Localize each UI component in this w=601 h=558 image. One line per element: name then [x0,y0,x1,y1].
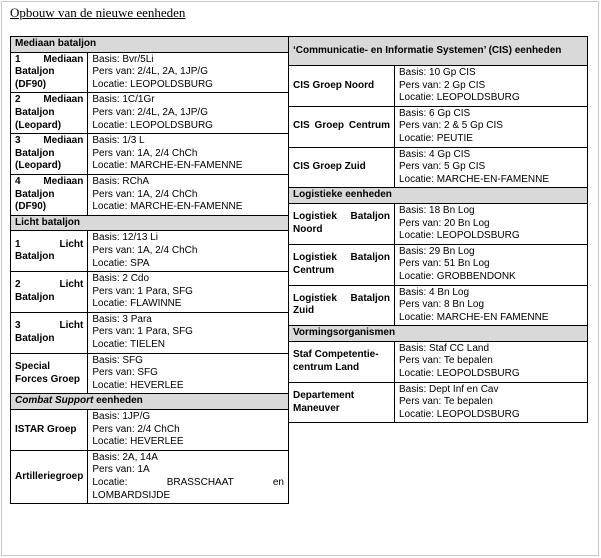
unit-locatie: Locatie: MARCHE-EN-FAMENNE [92,160,243,172]
unit-name: 1 Licht Bataljon [11,231,88,272]
unit-locatie: Locatie: GROBBENDONK [399,270,516,282]
unit-basis: Basis: Dept Inf en Cav [399,383,499,395]
table-row [11,231,289,272]
unit-pers: Pers van: 5 Gp CIS [399,161,486,173]
unit-pers: Pers van: 1 Para, SFG [92,285,193,297]
unit-locatie: Locatie: LEOPOLDSBURG [92,119,213,131]
unit-name: 2 Mediaan Bataljon (Leopard) [11,93,88,134]
unit-basis: Basis: 4 Bn Log [399,286,470,298]
section-header: ‘Communicatie- en Informatie Systemen’ (CIS) eenheden [289,37,588,66]
unit-name: Artilleriegroep [11,450,88,503]
unit-basis: Basis: 12/13 Li [92,232,158,244]
unit-pers: Pers van: 2 Gp CIS [399,79,486,91]
unit-details [88,353,289,394]
unit-basis: Basis: 2A, 14A [92,451,158,463]
unit-locatie: Locatie: LEOPOLDSBURG [92,78,213,90]
unit-pers: Pers van: 1A [92,464,150,476]
unit-pers: Pers van: Te bepalen [399,396,493,408]
unit-pers: Pers van: 51 Bn Log [399,258,490,270]
table-row [11,353,289,394]
table-row [11,410,289,451]
unit-name: 3 Licht Bataljon [11,312,88,353]
right-units-table [288,36,588,423]
unit-basis: Basis: 3 Para [92,313,152,325]
unit-name: CIS Groep Noord [289,66,395,107]
left-units-table [10,36,289,504]
unit-locatie: Locatie: TIELEN [92,339,165,351]
unit-locatie: Locatie: PEUTIE [399,132,473,144]
section-header: Licht bataljon [11,215,289,231]
unit-basis: Basis: Staf CC Land [399,342,490,354]
unit-details [88,312,289,353]
unit-locatie: Locatie: LEOPOLDSBURG [399,408,520,420]
section-header: Mediaan bataljon [11,37,289,53]
unit-details [395,147,588,188]
unit-locatie: Locatie: MARCHE-EN FAMENNE [399,311,549,323]
unit-details [88,231,289,272]
unit-basis: Basis: 2 Cdo [92,273,150,285]
unit-basis: Basis: 1/3 L [92,135,145,147]
table-row [289,341,588,382]
unit-details [88,272,289,313]
unit-basis: Basis: 29 Bn Log [399,245,475,257]
table-row [289,244,588,285]
table-row [289,66,588,107]
table-row [11,134,289,175]
unit-locatie: Locatie: HEVERLEE [92,436,184,448]
unit-locatie: Locatie: MARCHE-EN-FAMENNE [399,173,550,185]
unit-pers: Pers van: Te bepalen [399,355,493,367]
unit-basis: Basis: 1JP/G [92,411,151,423]
unit-name: CIS Groep Centrum [289,106,395,147]
unit-pers: Pers van: SFG [92,367,158,379]
unit-name: 2 Licht Bataljon [11,272,88,313]
unit-details [395,382,588,423]
unit-locatie: Locatie: FLAWINNE [92,298,182,310]
unit-details [88,52,289,93]
unit-locatie: Locatie: SPA [92,257,150,269]
unit-locatie: Locatie: HEVERLEE [92,379,184,391]
table-row [11,312,289,353]
unit-locatie: Locatie: MARCHE-EN-FAMENNE [92,201,243,213]
unit-pers: Pers van: 2 & 5 Gp CIS [399,120,503,132]
table-row [11,93,289,134]
unit-details [395,66,588,107]
document-title: Opbouw van de nieuwe eenheden [10,5,186,20]
unit-pers: Pers van: 2/4L, 2A, 1JP/G [92,106,208,118]
unit-pers: Pers van: 1A, 2/4 ChCh [92,244,198,256]
unit-details [395,244,588,285]
unit-pers: Pers van: 2/4L, 2A, 1JP/G [92,66,208,78]
unit-locatie: Locatie: BRASSCHAAT en LOMBARDSIJDE [92,477,284,501]
unit-basis: Basis: 6 Gp CIS [399,107,471,119]
table-row [11,52,289,93]
section-header-rest: eenheden [93,395,143,407]
unit-name: ISTAR Groep [11,410,88,451]
unit-basis: Basis: 1C/1Gr [92,94,155,106]
unit-pers: Pers van: 1A, 2/4 ChCh [92,188,198,200]
unit-pers: Pers van: 1A, 2/4 ChCh [92,147,198,159]
unit-basis: Basis: Bvr/5Li [92,53,154,65]
unit-details [88,410,289,451]
unit-basis: Basis: 10 Gp CIS [399,67,476,78]
unit-pers: Pers van: 2/4 ChCh [92,423,180,435]
unit-locatie: Locatie: LEOPOLDSBURG [399,92,520,104]
unit-name: 1 Mediaan Bataljon (DF90) [11,52,88,93]
unit-basis: Basis: 4 Gp CIS [399,148,471,160]
section-header: Vormingsorganismen [289,326,588,342]
unit-details [88,93,289,134]
unit-name: 3 Mediaan Bataljon (Leopard) [11,134,88,175]
section-header-italic: Combat Support [15,395,94,407]
unit-name: Logistiek Bataljon Noord [289,203,395,244]
table-row [11,450,289,503]
unit-name: Staf Competentie-centrum Land [289,341,395,382]
section-header: Logistieke eenheden [289,188,588,204]
unit-details [395,203,588,244]
table-row [289,147,588,188]
unit-name: Logistiek Bataljon Centrum [289,244,395,285]
table-row [11,272,289,313]
table-row [289,285,588,326]
unit-details [395,285,588,326]
unit-details [88,450,289,503]
table-row [289,382,588,423]
unit-name: 4 Mediaan Bataljon (DF90) [11,174,88,215]
table-row [289,106,588,147]
unit-details [395,341,588,382]
unit-details [395,106,588,147]
unit-name: Departement Maneuver [289,382,395,423]
unit-name: Logistiek Bataljon Zuid [289,285,395,326]
unit-pers: Pers van: 8 Bn Log [399,299,485,311]
table-row [289,203,588,244]
unit-basis: Basis: 18 Bn Log [399,204,475,216]
unit-name: CIS Groep Zuid [289,147,395,188]
unit-basis: Basis: SFG [92,354,143,366]
unit-locatie: Locatie: LEOPOLDSBURG [399,368,520,380]
table-row [11,174,289,215]
unit-pers: Pers van: 20 Bn Log [399,217,490,229]
unit-details [88,174,289,215]
section-header [11,394,289,410]
unit-details [88,134,289,175]
unit-pers: Pers van: 1 Para, SFG [92,326,193,338]
unit-locatie: Locatie: LEOPOLDSBURG [399,230,520,242]
unit-basis: Basis: RChA [92,175,150,187]
unit-name: Special Forces Groep [11,353,88,394]
